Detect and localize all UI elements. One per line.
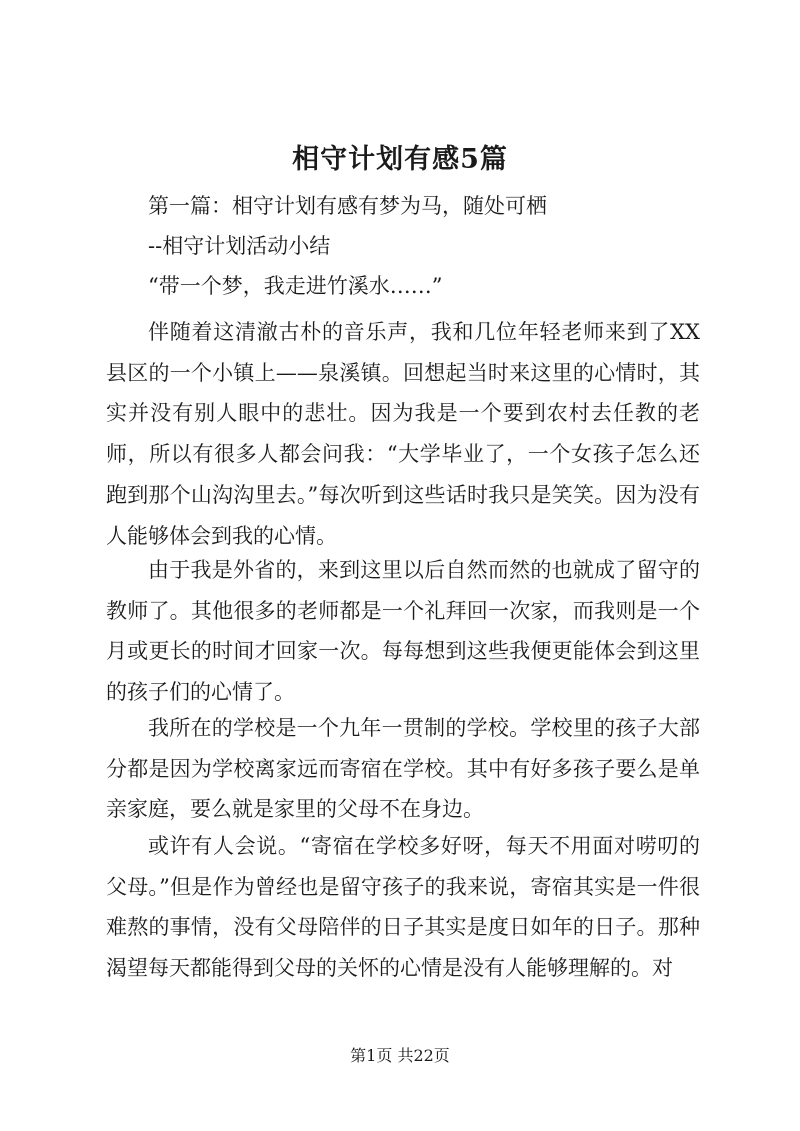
epigraph-quote: “带一个梦，我走进竹溪水……” (148, 274, 443, 298)
section-heading: 第一篇：相守计划有感有梦为马，随处可栖 (148, 194, 547, 218)
section-subheading: --相守计划活动小结 (148, 234, 331, 258)
body-paragraph-3: 我所在的学校是一个九年一贯制的学校。学校里的孩子大部分都是因为学校离家远而寄宿在学校。其中有好多孩子要么是单亲家庭，要么就是家里的父母不在身边。 (106, 716, 700, 822)
page-number-footer: 第1页 共22页 (350, 1046, 450, 1065)
body-paragraph-4: 或许有人会说。“寄宿在学校多好呀，每天不用面对唠叨的父母。”但是作为曾经也是留守孩子的我来说，寄宿其实是一件很难熬的事情，没有父母陪伴的日子其实是度日如年的日子。那种渴望每天都能得到父母的关怀的心情是没有人能够理解的。对 (106, 834, 700, 981)
body-paragraph-1: 伴随着这清澈古朴的音乐声，我和几位年轻老师来到了XX县区的一个小镇上——泉溪镇。回想起当时来这里的心情时，其实并没有别人眼中的悲壮。因为我是一个要到农村去任教的老师，所以有很多人都会问我：“大学毕业了，一个女孩子怎么还跑到那个山沟沟里去。”每次听到这些话时我只是笑笑。因为没有人能够体会到我的心情。 (106, 320, 700, 548)
body-paragraph-2: 由于我是外省的，来到这里以后自然而然的也就成了留守的教师了。其他很多的老师都是一个礼拜回一次家，而我则是一个月或更长的时间才回家一次。每每想到这些我便更能体会到这里的孩子们的心情了。 (106, 558, 700, 705)
document-title: 相守计划有感5篇 (292, 144, 508, 175)
